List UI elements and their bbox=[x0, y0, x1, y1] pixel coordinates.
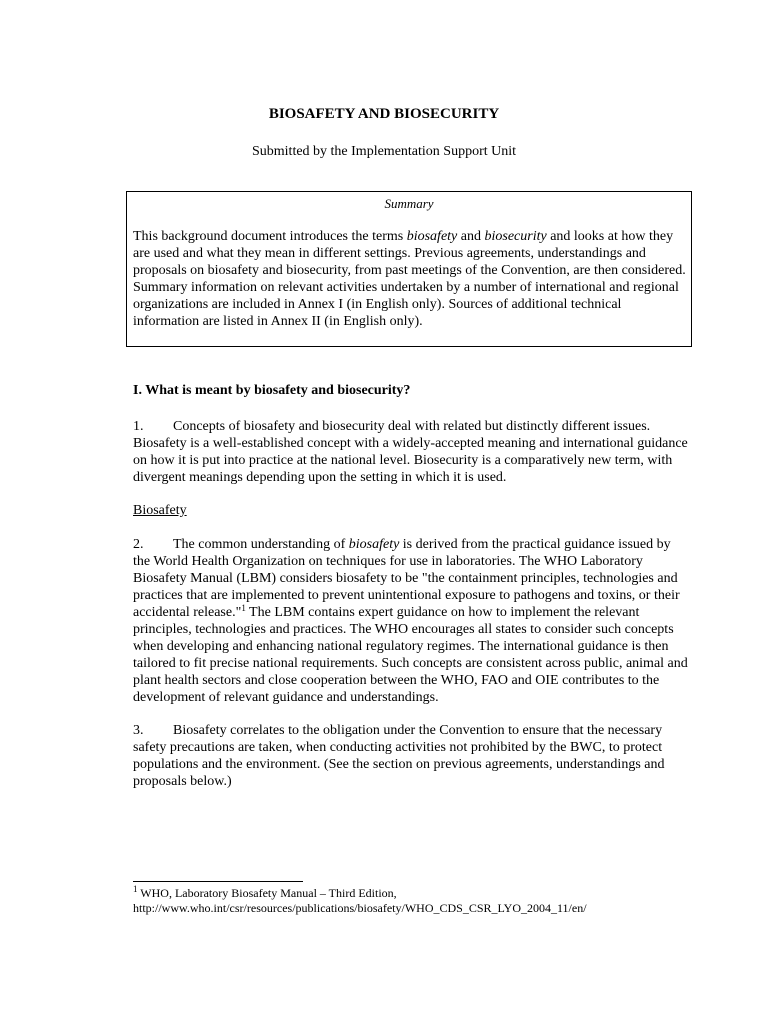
summary-text-part: and bbox=[457, 229, 485, 244]
document-title: BIOSAFETY AND BIOSECURITY bbox=[268, 106, 500, 122]
paragraph-text: is derived from the practical guidance issued by the World Health Organization on techniques for use in laboratories. The WHO Laboratory Biosafety Manual (LBM) considers biosafety to be "the containment principles, technologies and practices that are implemented to prevent unintentional exposure to pathogens and toxins, or their accidental release." bbox=[133, 537, 680, 620]
subheading-biosafety: Biosafety bbox=[133, 503, 187, 518]
paragraph-number: 1. bbox=[133, 419, 144, 434]
paragraph-1 bbox=[133, 418, 689, 486]
footnote-separator bbox=[133, 881, 303, 882]
summary-box bbox=[126, 191, 692, 347]
footnote-line bbox=[133, 886, 693, 901]
section-heading: I. What is meant by biosafety and biosecurity? bbox=[133, 383, 411, 398]
footnote-citation: WHO, Laboratory Biosafety Manual – Third Edition, bbox=[137, 886, 397, 900]
footnote-url-link[interactable]: http://www.who.int/csr/resources/publications/biosafety/WHO_CDS_CSR_LYO_2004_11/en/ bbox=[133, 901, 587, 915]
footnote-marker: 1 bbox=[133, 884, 138, 894]
paragraph-text: Biosafety correlates to the obligation under the Convention to ensure that the necessary safety precautions are taken, when conducting activities not prohibited by the BWC, to protect populations and the environment. (See the section on previous agreements, understandings and proposals below.) bbox=[133, 723, 665, 789]
summary-text-part: and looks at how they are used and what they mean in different settings. Previous agreements, understandings and proposals on biosafety and biosecurity, from past meetings of the Convention, are then considered. Summary information on relevant activities undertaken by a number of international and regional organizations are included in Annex I (in English only). Sources of additional technical information are listed in Annex II (in English only). bbox=[133, 229, 686, 329]
paragraph-term-biosafety: biosafety bbox=[348, 537, 400, 552]
paragraph-text: The common understanding of bbox=[173, 537, 349, 552]
footnote-reference[interactable]: 1 bbox=[241, 603, 246, 613]
paragraph-text: Concepts of biosafety and biosecurity deal with related but distinctly different issues. Biosafety is a well-established concept with a widely-accepted meaning and international guidance on how it is put into practice at the national level. Biosecurity is a comparatively new term, with divergent meanings depending upon the setting in which it is used. bbox=[133, 419, 688, 485]
summary-term-biosecurity: biosecurity bbox=[484, 229, 547, 244]
footnote-1 bbox=[133, 886, 693, 916]
document-subtitle: Submitted by the Implementation Support Unit bbox=[251, 144, 517, 159]
paragraph-number: 3. bbox=[133, 723, 144, 738]
summary-text-part: This background document introduces the terms bbox=[133, 229, 407, 244]
paragraph-number: 2. bbox=[133, 537, 144, 552]
summary-heading: Summary bbox=[384, 196, 434, 211]
summary-term-biosafety: biosafety bbox=[406, 229, 458, 244]
summary-text bbox=[133, 228, 689, 330]
paragraph-3 bbox=[133, 722, 689, 790]
paragraph-2 bbox=[133, 536, 689, 706]
paragraph-text: The LBM contains expert guidance on how to implement the relevant principles, technologies and practices. The WHO encourages all states to consider such concepts when developing and enhancing national regulatory regimes. The international guidance is then tailored to fit precise national requirements. Such concepts are consistent across public, animal and plant health sectors and close cooperation between the WHO, FAO and OIE contributes to the development of relevant guidance and understandings. bbox=[133, 605, 688, 705]
